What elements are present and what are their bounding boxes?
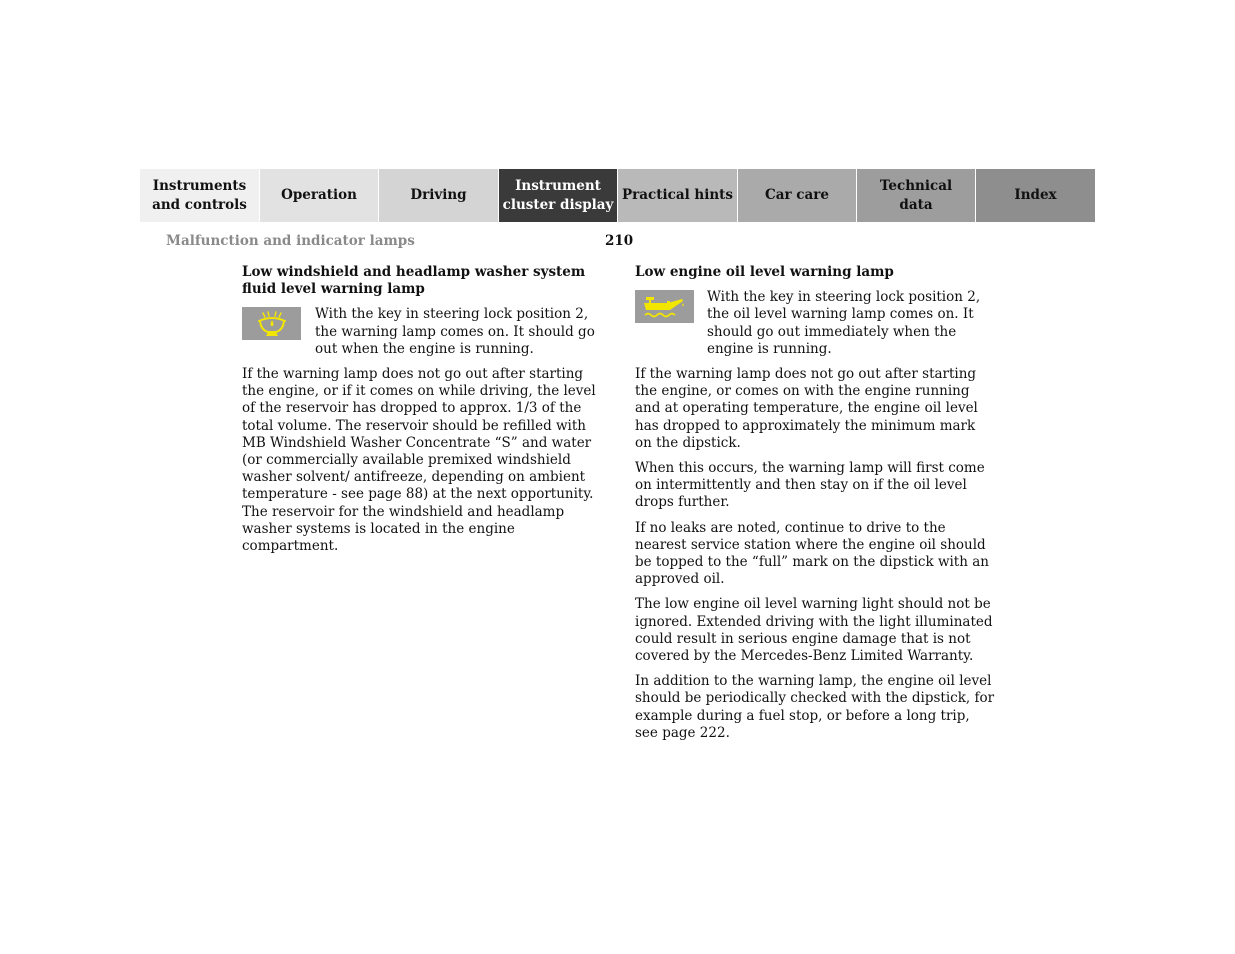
tab-car-care[interactable]: Car care: [738, 169, 857, 222]
engine-oil-section: [635, 264, 995, 750]
oil-can-icon: [642, 293, 688, 321]
engine-oil-paragraph: If no leaks are noted, continue to drive to the nearest service station where the engine oil should be topped to the “full” mark on the dipstick with an approved oil.: [635, 519, 989, 588]
washer-fluid-lamp-text: With the key in steering lock position 2, the warning lamp comes on. It should go out when the engine is running.: [315, 306, 595, 357]
engine-oil-lamp-text: With the key in steering lock position 2, the oil level warning lamp comes on. It should go out immediately when the engine is running.: [707, 289, 981, 357]
washer-fluid-lamp-row: [242, 306, 602, 358]
engine-oil-paragraph: If the warning lamp does not go out after starting the engine, or comes on with the engine running and at operating temperature, the engine oil level has dropped to approximately the minimum mark on the dipstick.: [635, 366, 978, 451]
tab-operation[interactable]: Operation: [260, 169, 379, 222]
tab-index[interactable]: Index: [976, 169, 1095, 222]
tab-practical-hints[interactable]: Practical hints: [618, 169, 738, 222]
engine-oil-lamp-row: [635, 289, 995, 358]
washer-fluid-section: [242, 264, 602, 563]
engine-oil-paragraph: The low engine oil level warning light should not be ignored. Extended driving with the light illuminated could result in serious engine damage that is not covered by the Mercedes-Benz Limited Warranty.: [635, 596, 993, 665]
page-number: 210: [605, 233, 634, 249]
engine-oil-heading: Low engine oil level warning lamp: [635, 264, 894, 280]
tab-technical-data[interactable]: Technical data: [857, 169, 976, 222]
tab-driving[interactable]: Driving: [379, 169, 499, 222]
chapter-tabs: [140, 169, 1095, 222]
washer-fluid-paragraph: If the warning lamp does not go out after starting the engine, or if it comes on while driving, the level of the reservoir has dropped to approx. 1/3 of the total volume. The reservoir should be refilled with MB Windshield Washer Concentrate “S” and water (or commercially available premixed windshield washer solvent/ antifreeze, depending on ambient temperature - see page 88) at the next opportunity. The reservoir for the windshield and headlamp washer systems is located in the engine compartment.: [242, 366, 596, 555]
engine-oil-paragraph: In addition to the warning lamp, the engine oil level should be periodically checked with the dipstick, for example during a fuel stop, or before a long trip, see page 222.: [635, 673, 995, 741]
engine-oil-lamp: [635, 290, 694, 323]
washer-fluid-icon: [256, 311, 288, 337]
washer-fluid-heading: Low windshield and headlamp washer system fluid level warning lamp: [242, 264, 586, 298]
washer-fluid-lamp: [242, 307, 301, 340]
tab-instruments-and-controls[interactable]: Instruments and controls: [140, 169, 260, 222]
tab-instrument-cluster-display[interactable]: Instrument cluster display: [499, 169, 618, 222]
section-title: Malfunction and indicator lamps: [166, 233, 415, 249]
engine-oil-paragraph: When this occurs, the warning lamp will first come on intermittently and then stay on if the oil level drops further.: [635, 460, 985, 511]
